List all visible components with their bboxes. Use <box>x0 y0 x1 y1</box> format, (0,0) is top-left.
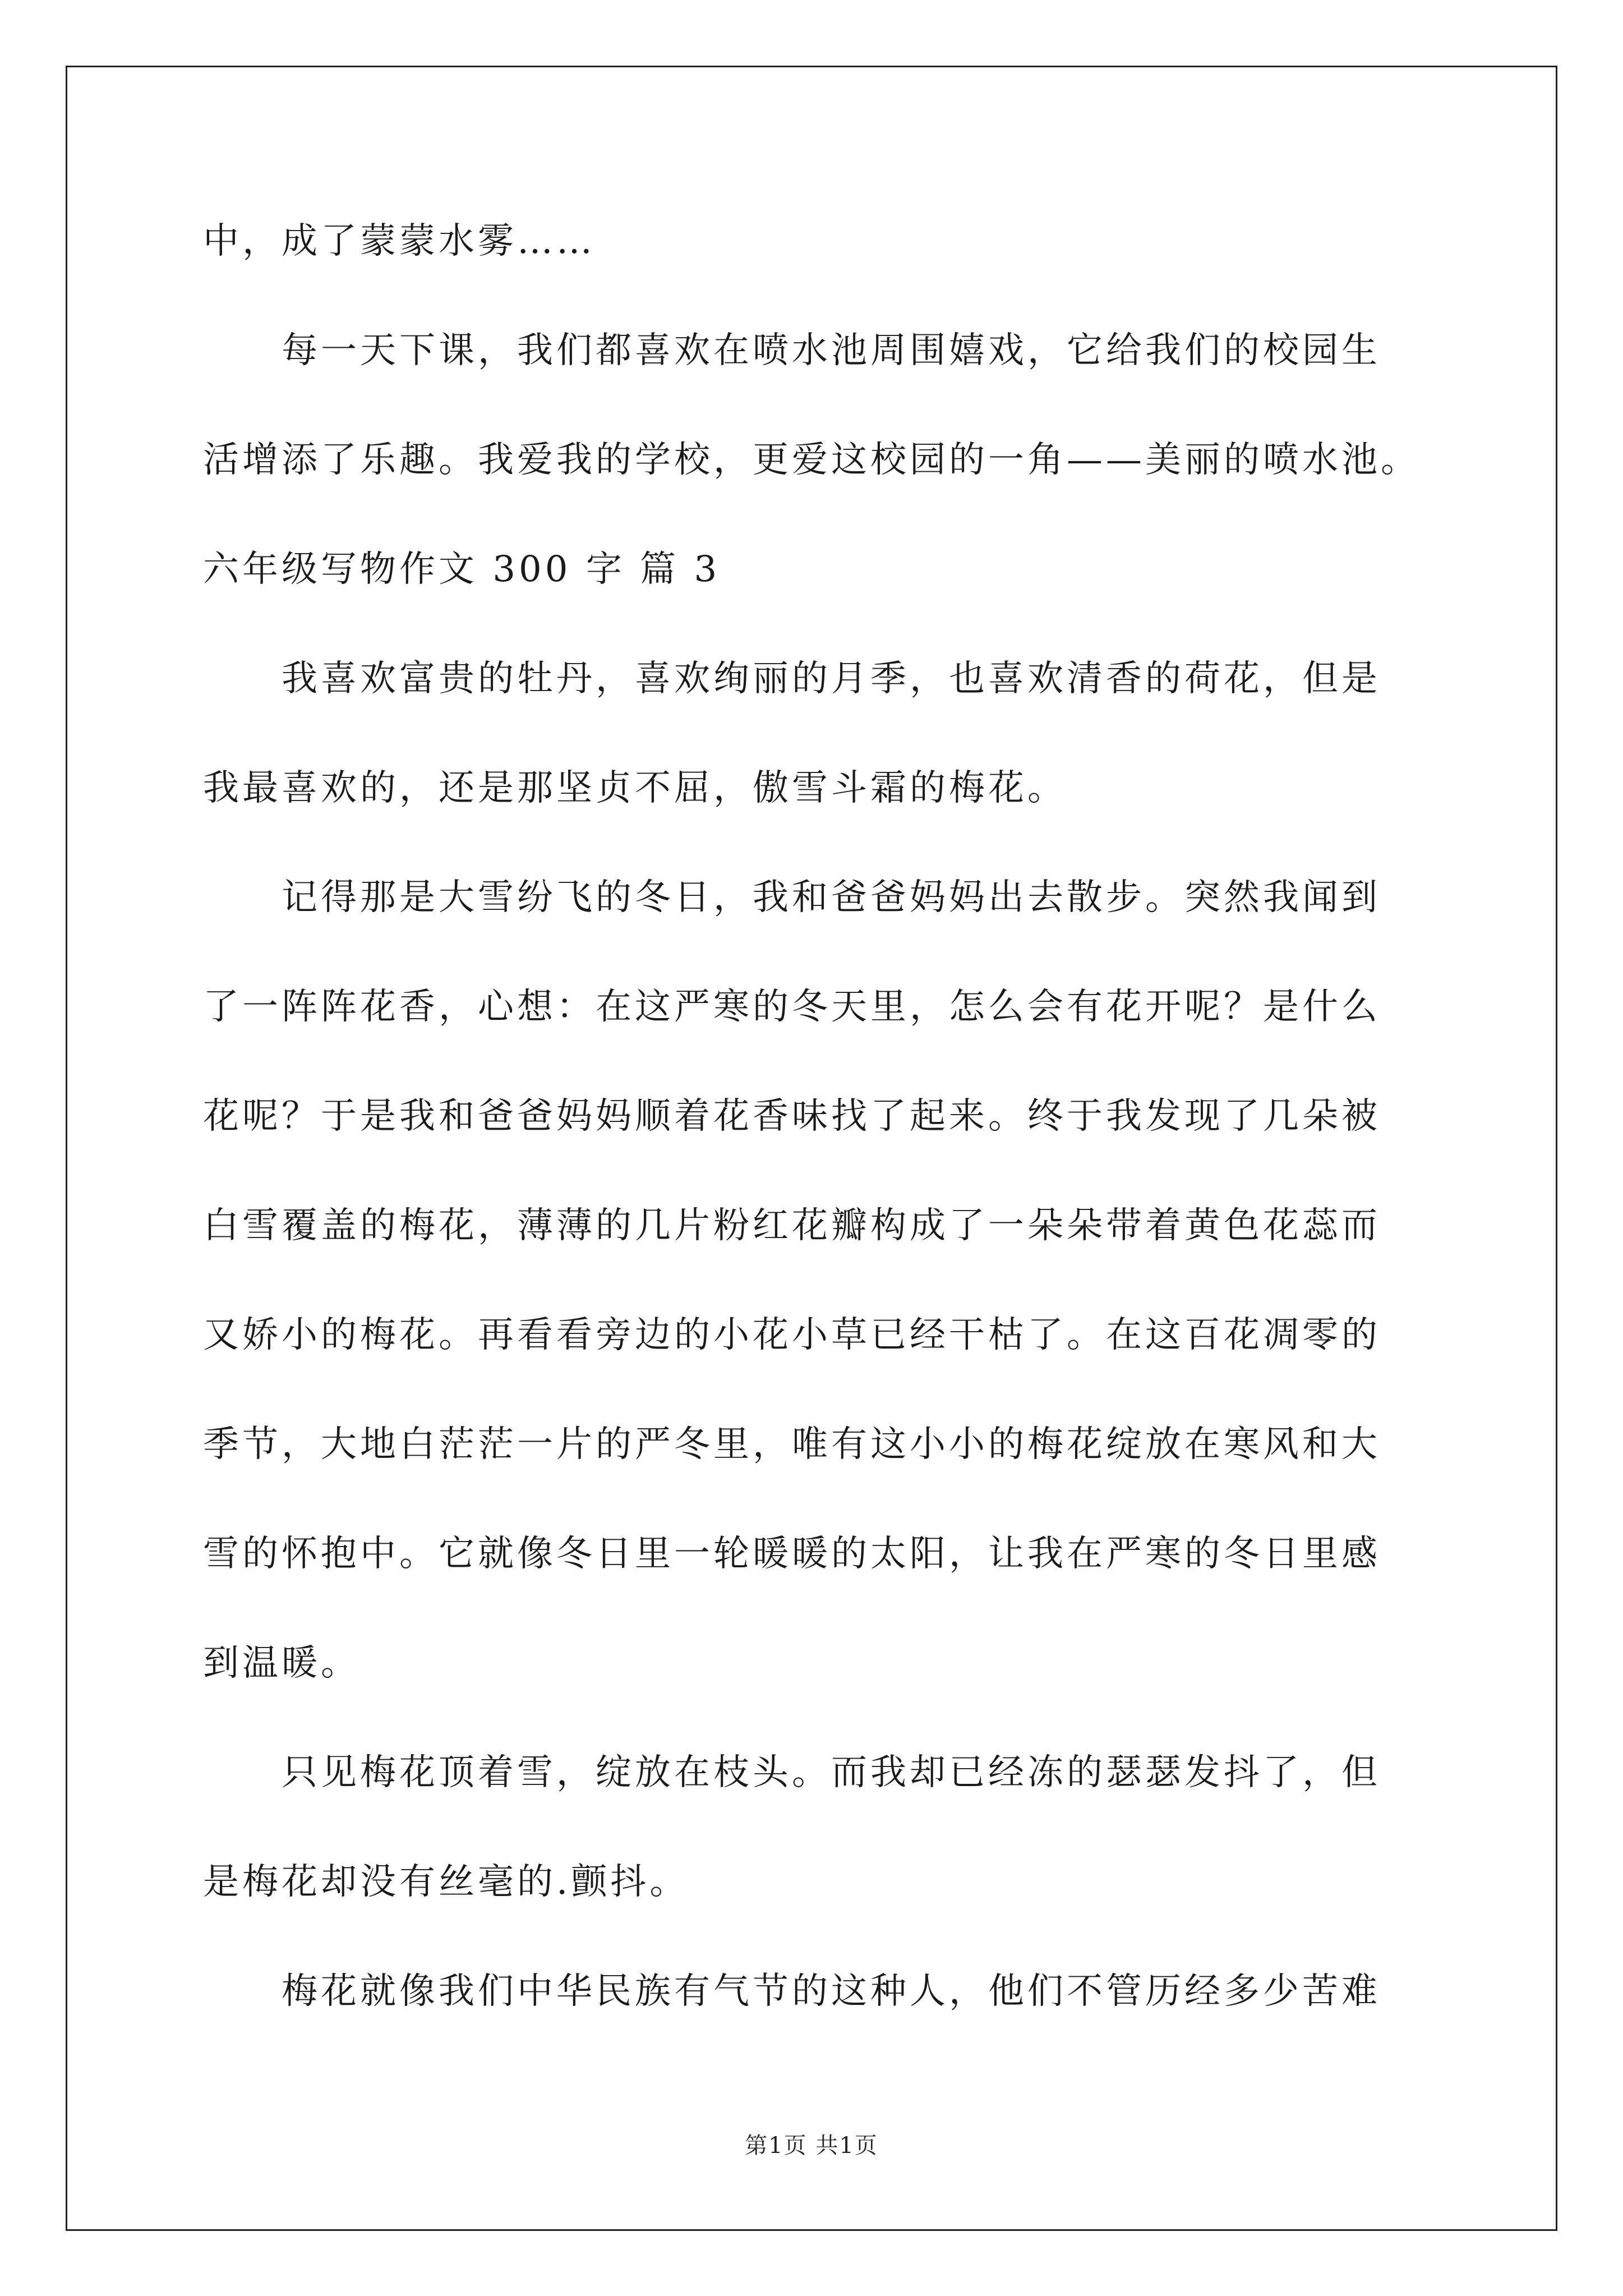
text-line: 每一天下课，我们都喜欢在喷水池周围嬉戏，它给我们的校园生 <box>282 330 1381 371</box>
section-heading: 六年级写物作文 300 字 篇 3 <box>203 549 721 590</box>
text-line: 中，成了蒙蒙水雾…… <box>203 220 596 262</box>
text-line: 我最喜欢的，还是那坚贞不屈，傲雪斗霜的梅花。 <box>203 767 1067 809</box>
text-line: 雪的怀抱中。它就像冬日里一轮暖暖的太阳，让我在严寒的冬日里感 <box>203 1533 1381 1575</box>
text-line: 活增添了乐趣。我爱我的学校，更爱这校园的一角——美丽的喷水池。 <box>203 439 1420 481</box>
text-line: 季节，大地白茫茫一片的严冬里，唯有这小小的梅花绽放在寒风和大 <box>203 1424 1381 1465</box>
text-line: 白雪覆盖的梅花，薄薄的几片粉红花瓣构成了一朵朵带着黄色花蕊而 <box>203 1205 1381 1246</box>
text-line: 我喜欢富贵的牡丹，喜欢绚丽的月季，也喜欢清香的荷花，但是 <box>282 658 1381 700</box>
page-border <box>66 66 1557 2231</box>
text-line: 记得那是大雪纷飞的冬日，我和爸爸妈妈出去散步。突然我闻到 <box>282 877 1381 918</box>
text-line: 只见梅花顶着雪，绽放在枝头。而我却已经冻的瑟瑟发抖了，但 <box>282 1752 1381 1793</box>
text-line: 了一阵阵花香，心想：在这严寒的冬天里，怎么会有花开呢？是什么 <box>203 986 1381 1028</box>
text-line: 是梅花却没有丝毫的.颤抖。 <box>203 1861 689 1903</box>
text-line: 又娇小的梅花。再看看旁边的小花小草已经干枯了。在这百花凋零的 <box>203 1314 1381 1356</box>
text-line: 到温暖。 <box>203 1642 360 1684</box>
page-footer: 第1页 共1页 <box>745 2133 878 2159</box>
text-line: 梅花就像我们中华民族有气节的这种人，他们不管历经多少苦难 <box>282 1971 1381 2012</box>
text-line: 花呢？于是我和爸爸妈妈顺着花香味找了起来。终于我发现了几朵被 <box>203 1096 1381 1137</box>
